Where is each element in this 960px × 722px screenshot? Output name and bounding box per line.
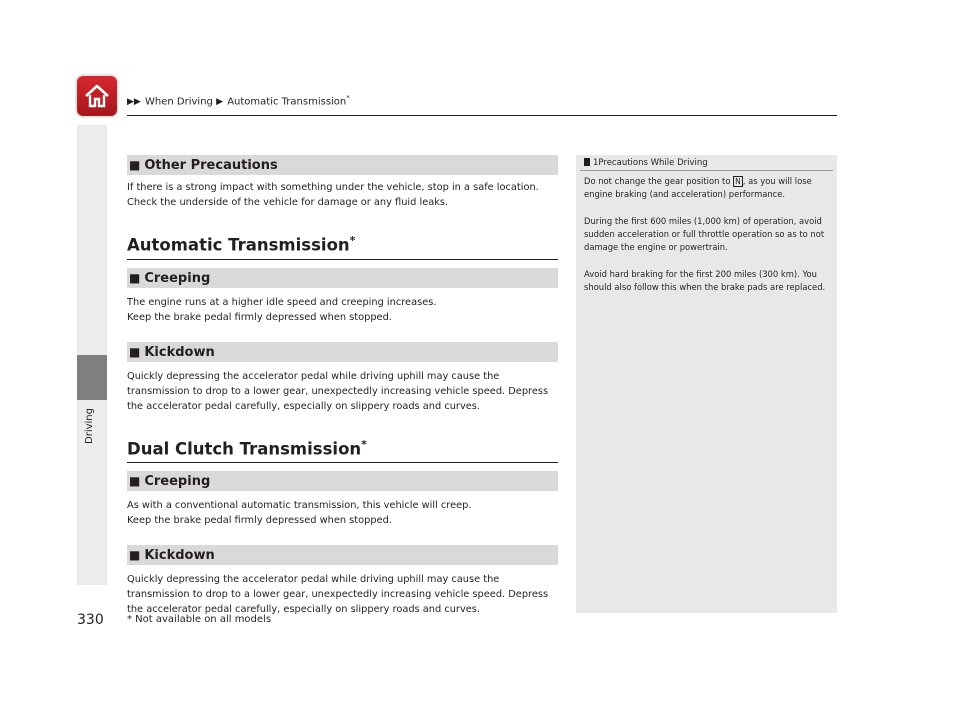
note-title: 1Precautions While Driving [584,158,708,168]
note-paragraph-3: Avoid hard braking for the first 200 miles (300 km). You should also follow this when the brake pads are replaced. [584,269,826,292]
breadcrumb-link-when-driving[interactable]: When Driving [145,96,213,108]
breadcrumb [127,94,350,107]
paragraph-kickdown: Quickly depressing the accelerator pedal while driving uphill may cause the transmission to drop to a lower gear, unexpectedly increasing vehicle speed. Depress the accelerator pedal carefully, especially on slippery roads and curves. [127,370,549,412]
section-title-dual-clutch-transmission: Dual Clutch Transmission* [127,438,558,464]
square-bullet-icon: ■ [129,158,141,172]
note-paragraph-2: During the first 600 miles (1,000 km) of operation, avoid sudden acceleration or full throttle operation so as to not damage the engine or powertrain. [584,216,825,252]
subheading-other-precautions: ■ Other Precautions [127,155,558,175]
home-icon[interactable] [77,76,117,116]
note-box [576,155,837,613]
breadcrumb-arrow-icon: ▶ [216,97,224,108]
square-bullet-icon: ■ [129,548,141,562]
paragraph-kickdown: Quickly depressing the accelerator pedal while driving uphill may cause the transmission to drop to a lower gear, unexpectedly increasing vehicle speed. Depress the accelerator pedal carefully, especially on slippery roads and curves. [127,574,549,615]
chapter-tab-label: Driving [84,408,95,444]
subheading-creeping: ■ Creeping [127,268,558,288]
breadcrumb-asterisk: * [346,94,350,102]
subheading-kickdown: ■ Kickdown [127,545,558,565]
breadcrumb-current-page: Automatic Transmission [227,96,347,108]
square-bullet-icon: ■ [129,344,141,359]
breadcrumb-arrow-icon: ▶▶ [127,97,141,108]
page-number: 330 [77,612,104,628]
subheading-kickdown: ■ Kickdown [127,342,558,362]
paragraph-creeping-line-1: As with a conventional automatic transmission, this vehicle will creep. [127,500,472,511]
asterisk-marker: * [349,234,356,247]
paragraph-creeping-line-1: The engine runs at a higher idle speed and creeping increases. [127,296,437,308]
main-column [127,155,558,617]
section-title-automatic-transmission: Automatic Transmission* [127,234,558,260]
paragraph-other-precautions: If there is a strong impact with something under the vehicle, stop in a safe location. Check the underside of the vehicle for damage or any fluid leaks. [127,182,539,208]
note-paragraph-1: Do not change the gear position to N , as you will lose engine braking (and acceleration) performance. [584,176,812,199]
note-index: 1 [593,158,599,168]
paragraph-creeping-line-2: Keep the brake pedal firmly depressed when stopped. [127,311,392,323]
paragraph-creeping-line-2: Keep the brake pedal firmly depressed when stopped. [127,515,392,526]
reference-marker-icon [584,158,590,166]
header-divider [127,115,837,116]
square-bullet-icon: ■ [129,270,141,285]
footnote: * Not available on all models [127,614,272,625]
chapter-tab[interactable] [77,355,107,400]
gear-n-symbol: N [735,177,741,186]
note-divider [580,170,833,171]
subheading-creeping: ■ Creeping [127,471,558,491]
square-bullet-icon: ■ [129,474,141,488]
asterisk-marker: * [361,437,367,451]
